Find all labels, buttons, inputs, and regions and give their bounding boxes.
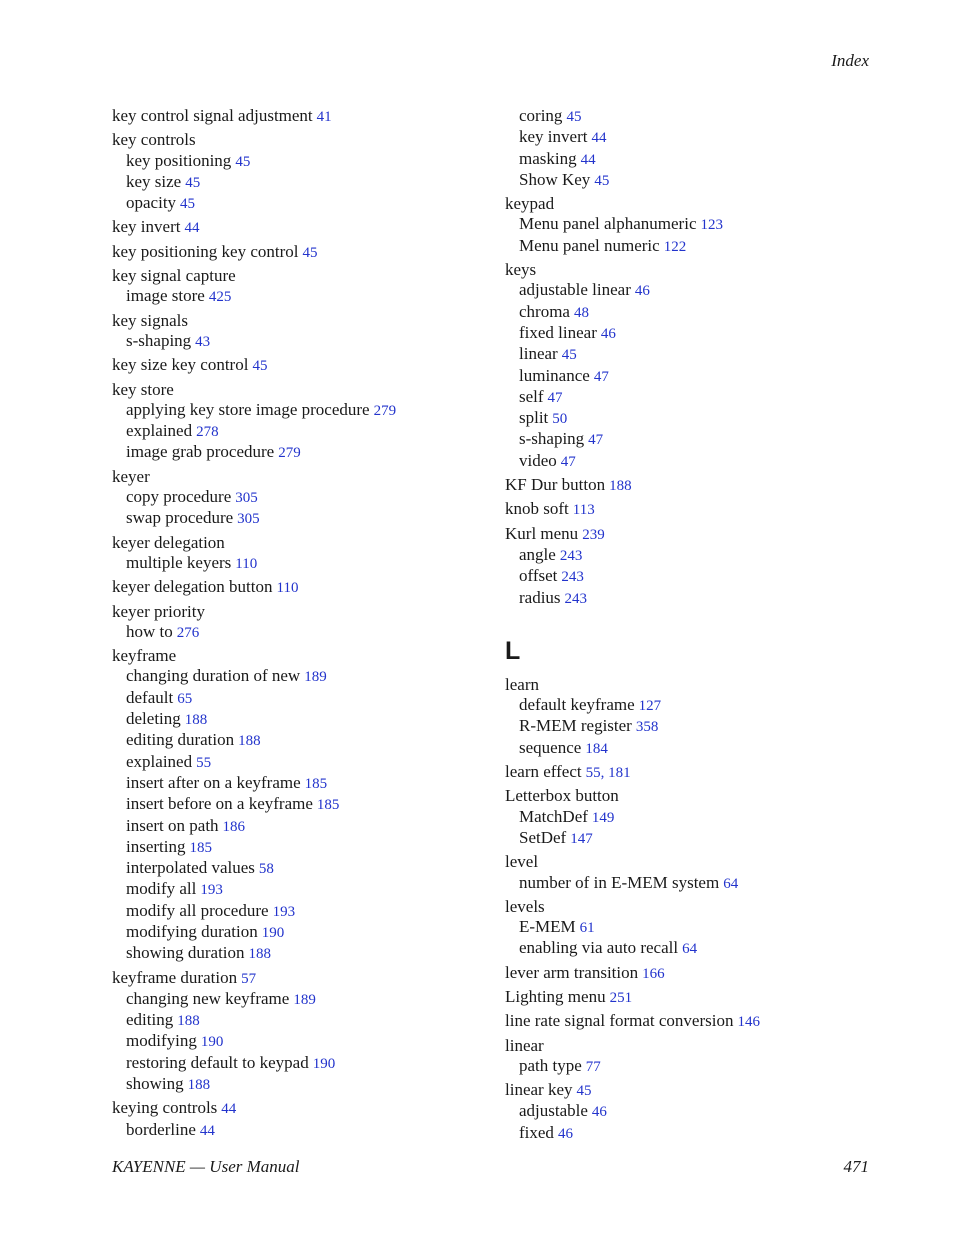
index-subentry [505, 938, 885, 959]
index-term: key invert [519, 127, 588, 147]
page-reference-link[interactable]: 127 [638, 698, 662, 715]
index-term: chroma [519, 301, 570, 321]
index-term: radius [519, 587, 561, 607]
index-subentry [112, 400, 492, 421]
index-subentry [505, 1123, 885, 1144]
index-term: SetDef [519, 827, 567, 847]
page-reference-link[interactable]: 45 [252, 358, 268, 375]
page-reference-link[interactable]: 44 [580, 151, 596, 168]
index-term: sequence [519, 737, 582, 757]
index-term: levels [505, 896, 545, 916]
index-subentry [505, 170, 885, 191]
running-header: Index [831, 51, 869, 70]
index-term: showing [126, 1074, 184, 1094]
index-subentry [112, 943, 492, 964]
index-term: insert on path [126, 815, 219, 835]
index-subentry [112, 508, 492, 529]
page-reference-link[interactable]: 188 [609, 478, 632, 495]
index-term: Menu panel alphanumeric [519, 214, 697, 234]
page-reference-link[interactable]: 110 [276, 580, 299, 597]
page-reference-link[interactable]: 189 [293, 991, 316, 1008]
index-subentry [112, 331, 492, 352]
index-group-k-continued [505, 106, 885, 609]
index-entry [112, 602, 492, 622]
index-entry [505, 1036, 885, 1056]
index-term: video [519, 450, 557, 470]
index-entry [505, 897, 885, 917]
page-reference-link[interactable]: 188 [184, 712, 208, 729]
index-entry [505, 499, 885, 520]
index-term: self [519, 386, 544, 406]
page-reference-link[interactable]: 45 [185, 174, 201, 191]
index-term: key control signal adjustment [112, 106, 313, 125]
index-entry [112, 533, 492, 553]
index-term: keyframe [112, 646, 177, 666]
index-term: changing duration of new [126, 666, 301, 686]
page-reference-link[interactable]: 305 [237, 511, 260, 528]
index-term: line rate signal format conversion [505, 1011, 734, 1031]
page-reference-link[interactable]: 279 [373, 402, 397, 419]
index-term: keyer delegation [112, 532, 225, 552]
index-entry [505, 786, 885, 806]
index-term: s-shaping [126, 330, 192, 350]
index-subentry [112, 688, 492, 709]
index-subentry [505, 236, 885, 257]
page-reference-link[interactable]: 45 [302, 244, 318, 261]
index-entry [505, 762, 885, 783]
index-term: level [505, 852, 539, 872]
page-reference-link[interactable]: 243 [564, 590, 588, 607]
index-subentry [112, 752, 492, 773]
index-subentry [505, 429, 885, 450]
index-entry [505, 1080, 885, 1101]
page-reference-link[interactable]: 113 [572, 502, 595, 519]
index-term: copy procedure [126, 487, 232, 507]
page-reference-link[interactable]: 41 [316, 109, 332, 125]
page-reference-link[interactable]: 61 [579, 920, 595, 937]
index-term: explained [126, 421, 193, 441]
page-reference-link[interactable]: 47 [588, 432, 604, 449]
index-term: enabling via auto recall [519, 938, 679, 958]
index-term: keys [505, 260, 537, 280]
index-subentry [112, 1053, 492, 1074]
index-term: learn effect [505, 762, 582, 782]
page-reference-link[interactable]: 188 [238, 733, 261, 750]
page-reference-link[interactable]: 64 [723, 875, 739, 892]
page-reference-link[interactable]: 184 [585, 740, 608, 757]
page-reference-link[interactable]: 58 [258, 861, 274, 878]
index-term: keying controls [112, 1098, 218, 1118]
index-subentry [505, 451, 885, 472]
page-reference-link[interactable]: 77 [585, 1058, 601, 1075]
index-term: key positioning [126, 150, 232, 170]
index-term: default [126, 687, 174, 707]
index-entry [505, 524, 885, 545]
page-reference-link[interactable]: 45 [576, 1083, 592, 1100]
index-term: image store [126, 286, 205, 306]
index-entry [112, 380, 492, 400]
page-number: 471 [843, 1157, 869, 1176]
page-reference-link[interactable]: 146 [737, 1014, 760, 1031]
index-term: key signals [112, 310, 189, 330]
index-subentry [112, 773, 492, 794]
index-group-l [505, 675, 885, 1144]
index-term: fixed [519, 1122, 554, 1142]
page-reference-link[interactable]: 358 [635, 719, 659, 736]
index-term: multiple keyers [126, 552, 232, 572]
page-reference-link[interactable]: 123 [700, 217, 723, 234]
page-reference-link[interactable]: 122 [663, 238, 687, 255]
index-entry [112, 355, 492, 376]
page-reference-link[interactable]: 188 [187, 1077, 211, 1094]
page-reference-link[interactable]: 47 [593, 368, 609, 385]
index-term: insert before on a keyframe [126, 794, 313, 814]
index-term: keyer [112, 466, 150, 486]
index-term: swap procedure [126, 508, 234, 528]
index-term: split [519, 408, 549, 428]
index-entry [505, 1011, 885, 1032]
index-term: key positioning key control [112, 241, 299, 261]
index-term: modifying [126, 1031, 197, 1051]
index-term: opacity [126, 193, 177, 213]
page-reference-link[interactable]: 44 [221, 1101, 237, 1118]
index-subentry [505, 366, 885, 387]
page-reference-link[interactable]: 188 [248, 946, 272, 963]
index-subentry [505, 214, 885, 235]
index-subentry [112, 172, 492, 193]
index-term: lever arm transition [505, 962, 639, 982]
index-term: fixed linear [519, 322, 597, 342]
index-term: modifying duration [126, 921, 258, 941]
page-reference-link[interactable]: 45 [561, 347, 577, 364]
index-term: key size key control [112, 355, 249, 375]
index-subentry [505, 149, 885, 170]
index-entry [112, 1098, 492, 1119]
index-subentry [112, 286, 492, 307]
index-term: interpolated values [126, 858, 255, 878]
index-subentry [112, 709, 492, 730]
index-entry [112, 106, 492, 127]
index-subentry [505, 302, 885, 323]
page-reference-link[interactable]: 185 [189, 839, 212, 856]
page-reference-link[interactable]: 47 [560, 453, 576, 470]
index-subentry [505, 828, 885, 849]
page-reference-link[interactable]: 55, 181 [585, 765, 631, 782]
index-term: learn [505, 674, 539, 694]
index-term: modify all [126, 879, 197, 899]
index-subentry [505, 716, 885, 737]
index-term: Letterbox button [505, 786, 619, 806]
index-term: masking [519, 148, 577, 168]
index-term: knob soft [505, 499, 569, 519]
index-term: borderline [126, 1119, 196, 1139]
index-entry [505, 987, 885, 1008]
page-reference-link[interactable]: 46 [600, 325, 616, 342]
index-subentry [112, 553, 492, 574]
page-reference-link[interactable]: 48 [573, 304, 589, 321]
index-term: restoring default to keypad [126, 1052, 309, 1072]
page-reference-link[interactable]: 57 [241, 970, 257, 987]
page-reference-link[interactable]: 190 [261, 924, 285, 941]
page-reference-link[interactable]: 190 [200, 1034, 224, 1051]
index-term: how to [126, 621, 173, 641]
index-subentry [505, 695, 885, 716]
index-term: MatchDef [519, 806, 588, 826]
index-term: coring [519, 106, 563, 125]
index-entry [112, 266, 492, 286]
page-reference-link[interactable]: 65 [177, 690, 193, 707]
index-term: modify all procedure [126, 900, 269, 920]
letter-heading: L [505, 636, 521, 665]
index-subentry [112, 421, 492, 442]
index-term: number of in E-MEM system [519, 872, 720, 892]
page-reference-link[interactable]: 189 [304, 669, 327, 686]
index-subentry [112, 730, 492, 751]
page-reference-link[interactable]: 50 [552, 411, 568, 428]
page-reference-link[interactable]: 44 [591, 130, 607, 147]
index-subentry [505, 807, 885, 828]
index-subentry [505, 588, 885, 609]
index-subentry [112, 1074, 492, 1095]
index-subentry [505, 1056, 885, 1077]
index-term: path type [519, 1055, 582, 1075]
index-subentry [112, 193, 492, 214]
index-term: default keyframe [519, 695, 635, 715]
page-reference-link[interactable]: 190 [312, 1055, 336, 1072]
page-reference-link[interactable]: 166 [642, 965, 665, 982]
page-reference-link[interactable]: 278 [196, 424, 219, 441]
index-entry [112, 968, 492, 989]
index-subentry [112, 989, 492, 1010]
index-subentry [112, 816, 492, 837]
index-term: key size [126, 171, 182, 191]
index-term: keyer priority [112, 601, 205, 621]
page-reference-link[interactable]: 193 [272, 903, 296, 920]
index-subentry [505, 127, 885, 148]
index-term: adjustable [519, 1101, 588, 1121]
index-entry [112, 311, 492, 331]
page-reference-link[interactable]: 185 [316, 797, 340, 814]
index-entry [505, 963, 885, 984]
index-subentry [112, 837, 492, 858]
page-reference-link[interactable]: 193 [200, 882, 223, 899]
page-reference-link[interactable]: 276 [176, 624, 200, 641]
index-term: Show Key [519, 169, 591, 189]
page-reference-link[interactable]: 110 [235, 555, 258, 572]
index-subentry [112, 151, 492, 172]
page-reference-link[interactable]: 185 [304, 775, 328, 792]
page-reference-link[interactable]: 425 [208, 289, 232, 306]
index-term: keypad [505, 194, 555, 214]
index-subentry [505, 917, 885, 938]
page-reference-link[interactable]: 46 [591, 1104, 607, 1121]
index-term: showing duration [126, 943, 245, 963]
index-entry [505, 475, 885, 496]
page-reference-link[interactable]: 46 [634, 283, 650, 300]
index-subentry [505, 738, 885, 759]
index-term: linear key [505, 1080, 573, 1100]
index-term: E-MEM [519, 917, 576, 937]
index-subentry [505, 566, 885, 587]
index-entry [112, 467, 492, 487]
index-term: editing [126, 1010, 174, 1030]
index-term: R-MEM register [519, 716, 632, 736]
index-subentry [505, 106, 885, 127]
index-term: linear [519, 344, 558, 364]
index-subentry [112, 622, 492, 643]
index-term: key invert [112, 217, 181, 237]
index-term: key controls [112, 130, 196, 150]
index-subentry [505, 873, 885, 894]
page-reference-link[interactable]: 43 [195, 333, 211, 350]
index-term: adjustable linear [519, 280, 631, 300]
index-term: keyer delegation button [112, 577, 273, 597]
index-subentry [505, 408, 885, 429]
page-reference-link[interactable]: 251 [609, 989, 633, 1006]
index-entry [112, 130, 492, 150]
index-term: linear [505, 1035, 544, 1055]
page-reference-link[interactable]: 243 [561, 569, 584, 586]
index-term: angle [519, 544, 556, 564]
page-reference-link[interactable]: 45 [180, 196, 196, 213]
index-term: inserting [126, 836, 186, 856]
page-reference-link[interactable]: 64 [682, 941, 698, 958]
index-term: s-shaping [519, 429, 585, 449]
index-term: key store [112, 379, 174, 399]
index-entry [112, 217, 492, 238]
page-reference-link[interactable]: 45 [235, 153, 251, 170]
index-subentry [505, 323, 885, 344]
page-reference-link[interactable]: 243 [559, 547, 583, 564]
index-term: changing new keyframe [126, 988, 290, 1008]
index-term: KF Dur button [505, 475, 606, 495]
index-term: explained [126, 751, 193, 771]
index-subentry [112, 487, 492, 508]
index-term: insert after on a keyframe [126, 772, 301, 792]
index-term: offset [519, 566, 558, 586]
index-subentry [505, 280, 885, 301]
index-term: Kurl menu [505, 523, 579, 543]
index-term: Lighting menu [505, 986, 606, 1006]
index-subentry [112, 1031, 492, 1052]
index-term: applying key store image procedure [126, 399, 370, 419]
page-reference-link[interactable]: 188 [177, 1013, 200, 1030]
index-entry [505, 260, 885, 280]
index-term: luminance [519, 365, 590, 385]
page-reference-link[interactable]: 47 [547, 389, 563, 406]
index-column-left [112, 106, 492, 1141]
index-subentry [505, 545, 885, 566]
index-subentry [505, 344, 885, 365]
index-entry [505, 194, 885, 214]
page-reference-link[interactable]: 305 [235, 490, 258, 507]
index-subentry [112, 879, 492, 900]
page-reference-link[interactable]: 279 [278, 445, 301, 462]
page-reference-link[interactable]: 46 [557, 1125, 573, 1142]
page-reference-link[interactable]: 45 [594, 172, 610, 189]
index-term: deleting [126, 709, 181, 729]
index-subentry [112, 922, 492, 943]
index-subentry [112, 442, 492, 463]
index-term: editing duration [126, 730, 235, 750]
index-term: keyframe duration [112, 967, 238, 987]
page-reference-link[interactable]: 147 [570, 830, 593, 847]
index-entry [112, 242, 492, 263]
index-entry [505, 852, 885, 872]
index-entry [112, 577, 492, 598]
index-term: image grab procedure [126, 442, 275, 462]
index-term: key signal capture [112, 266, 236, 286]
index-term: Menu panel numeric [519, 235, 660, 255]
page-reference-link[interactable]: 239 [582, 526, 605, 543]
index-subentry [112, 666, 492, 687]
index-column-right [505, 106, 885, 1144]
index-subentry [112, 901, 492, 922]
footer-title: KAYENNE — User Manual [112, 1157, 300, 1176]
index-subentry [505, 387, 885, 408]
page-reference-link[interactable]: 186 [222, 818, 246, 835]
index-entry [505, 675, 885, 695]
page-reference-link[interactable]: 149 [591, 809, 615, 826]
page-reference-link[interactable]: 45 [566, 109, 582, 125]
page-reference-link[interactable]: 44 [184, 220, 200, 237]
index-subentry [112, 1120, 492, 1141]
index-subentry [505, 1101, 885, 1122]
index-subentry [112, 858, 492, 879]
page-reference-link[interactable]: 44 [199, 1122, 215, 1139]
page-reference-link[interactable]: 55 [196, 754, 212, 771]
index-subentry [112, 1010, 492, 1031]
index-entry [112, 646, 492, 666]
index-subentry [112, 794, 492, 815]
